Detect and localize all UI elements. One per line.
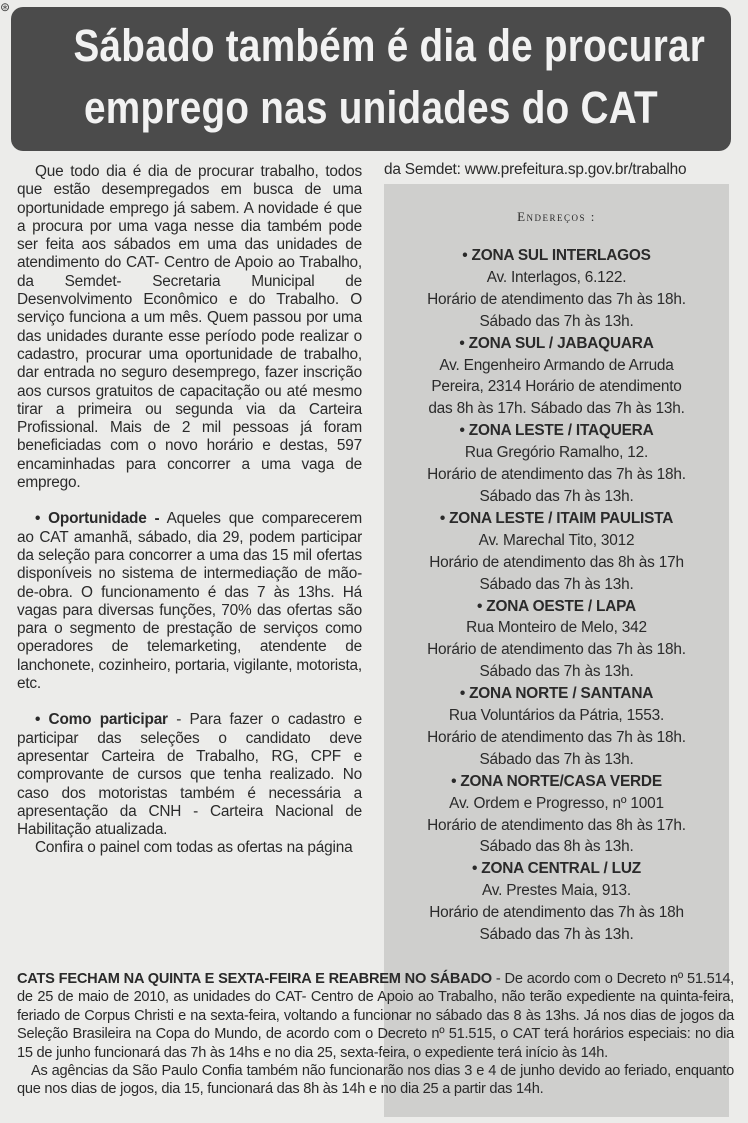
zone-detail-line: Horário de atendimento das 8h às 17h. [427, 816, 686, 834]
headline-line-1: Sábado também é dia de procurar [73, 20, 706, 71]
zone-block [384, 596, 729, 684]
zone-detail-line: Sábado das 7h às 13h. [479, 926, 634, 944]
bottom-text-1: - De acordo com o Decreto nº 51.514, de 25 de maio de 2010, as unidades do CAT- Centro de Apoio ao Trabalho, não terão expediente na quinta-feira, feriado de Corpus Christi e na sexta-feira, voltando a funcionar no sábado das 8 às 13hs. Já nos dias de jogos da Seleção Brasileira na Copa do Mundo, de acordo com o Decreto nº 51.515, o CAT terá horários especiais: no dia 15 de junho funcionará das 7h às 14hs e no dia 25, sexta-feira, o expediente terá início às 14h. [17, 971, 734, 1061]
registration-mark: ⊛ [0, 0, 11, 14]
bottom-paragraph-1 [17, 970, 734, 1062]
zone-name: • ZONA NORTE / SANTANA [459, 685, 654, 703]
zone-block [384, 508, 729, 596]
zone-detail-line: Rua Monteiro de Melo, 342 [466, 619, 647, 637]
zone-detail-line: Sábado das 8h às 13h. [479, 838, 634, 856]
zone-detail-line: Sábado das 7h às 13h. [479, 663, 634, 681]
zone-detail-line: Rua Gregório Ramalho, 12. [464, 444, 649, 462]
zone-name: • ZONA SUL / JABAQUARA [459, 334, 654, 352]
zone-detail-line: Sábado das 7h às 13h. [479, 487, 634, 505]
zone-detail-line: Av. Interlagos, 6.122. [486, 268, 627, 286]
zone-detail-line: Horário de atendimento das 7h às 18h. [427, 728, 686, 746]
zone-detail-line: Pereira, 2314 Horário de atendimento [431, 378, 682, 396]
zone-name: • ZONA OESTE / LAPA [477, 597, 636, 615]
zone-name: • ZONA CENTRAL / LUZ [472, 860, 641, 878]
zone-detail-line: Sábado das 7h às 13h. [479, 575, 634, 593]
zone-detail-line: Sábado das 7h às 13h. [479, 750, 634, 768]
zone-block [384, 333, 729, 421]
zone-detail-line: Av. Marechal Tito, 3012 [478, 531, 635, 549]
semdet-link-line: da Semdet: www.prefeitura.sp.gov.br/trabalho [384, 161, 687, 178]
paragraph-intro: Que todo dia é dia de procurar trabalho, todos que estão desempregados em busca de uma oportunidade emprego já sabem. A novidade é que a procura por uma vaga nesse dia também pode ser feita aos sábados em uma das unidades de atendimento do CAT- Centro de Apoio ao Trabalho, da Semdet- Secretaria Municipal de Desenvolvimento Econômico e do Trabalho. O serviço funciona a um mês. Quem passou por uma das unidades durante esse período pode realizar o cadastro, procurar uma oportunidade de trabalho, dar entrada no seguro desemprego, fazer inscrição aos cursos gratuitos de capacitação ou até mesmo tirar a primeira ou segunda via da Carteira Profissional. Mais de 2 mil pessoas já foram beneficiadas com o novo horário e destas, 597 encaminhadas para concorrer a uma vaga de emprego. [17, 163, 362, 492]
enderecos-label: Endereços : [517, 209, 596, 224]
zone-name: • ZONA LESTE / ITAQUERA [459, 422, 654, 440]
zone-block [384, 683, 729, 771]
zone-detail-line: Rua Voluntários da Pátria, 1553. [448, 707, 665, 725]
paragraph-oportunidade [17, 510, 362, 693]
zone-block [384, 771, 729, 859]
zone-detail-line: das 8h às 17h. Sábado das 7h às 13h. [428, 400, 685, 418]
headline-line-2: emprego nas unidades do CAT [84, 82, 658, 133]
zone-detail-line: Horário de atendimento das 7h às 18h [429, 904, 684, 922]
bottom-notice [17, 970, 734, 1099]
zone-detail-line: Av. Prestes Maia, 913. [481, 882, 631, 900]
zone-name: • ZONA NORTE/CASA VERDE [451, 772, 662, 790]
zone-block [384, 245, 729, 333]
zone-block [384, 420, 729, 508]
zone-detail-line: Horário de atendimento das 7h às 18h. [427, 290, 686, 308]
text-como-participar: - Para fazer o cadastro e participar das seleções o candidato deve apresentar Carteira de Trabalho, RG, CPF e comprovante de cursos que tenha realizado. No caso dos motoristas também é necessária a apresentação da CNH - Carteira Nacional de Habilitação atualizada. [17, 711, 362, 839]
text-oportunidade: Aqueles que comparecerem ao CAT amanhã, sábado, dia 29, podem participar da seleção para concorrer a uma das 15 mil ofertas disponíveis no sistema de intermediação de mão-de-obra. O funcionamento é das 7 às 13hs. Há vagas para diversas funções, 70% das ofertas são para o segmento de prestação de serviços como operadores de telemarketing, atendente de lanchonete, cozinheiro, portaria, vigilante, motorista, etc. [17, 510, 362, 693]
zone-name: • ZONA LESTE / ITAIM PAULISTA [439, 509, 674, 527]
lead-como-participar: • Como participar [35, 711, 168, 729]
lead-oportunidade: • Oportunidade - [35, 510, 160, 528]
zone-detail-line: Horário de atendimento das 7h às 18h. [427, 466, 686, 484]
zone-detail-line: Av. Ordem e Progresso, nº 1001 [449, 794, 664, 812]
zone-detail-line: Sábado das 7h às 13h. [479, 312, 634, 330]
zone-detail-line: Horário de atendimento das 8h às 17h [429, 553, 684, 571]
paragraph-confira: Confira o painel com todas as ofertas na página [35, 839, 353, 857]
bottom-headline: CATS FECHAM NA QUINTA E SEXTA-FEIRA E REABREM NO SÁBADO [17, 971, 492, 987]
paragraph-como-participar [17, 711, 362, 839]
zone-detail-line: Av. Engenheiro Armando de Arruda [439, 356, 674, 374]
headline [73, 15, 706, 139]
bottom-paragraph-2: As agências da São Paulo Confia também não funcionarão nos dias 3 e 4 de junho devido ao feriado, enquanto que nos dias de jogos, dia 15, funcionará das 8h às 14h e no dia 25 a partir das 14h. [17, 1063, 734, 1098]
article-right-column [372, 160, 734, 960]
zone-name: • ZONA SUL INTERLAGOS [462, 247, 651, 264]
article-left-column [17, 163, 362, 858]
headline-banner [11, 7, 731, 151]
zones-list [384, 245, 729, 946]
zone-detail-line: Horário de atendimento das 7h às 18h. [427, 641, 686, 659]
zone-block [384, 858, 729, 946]
